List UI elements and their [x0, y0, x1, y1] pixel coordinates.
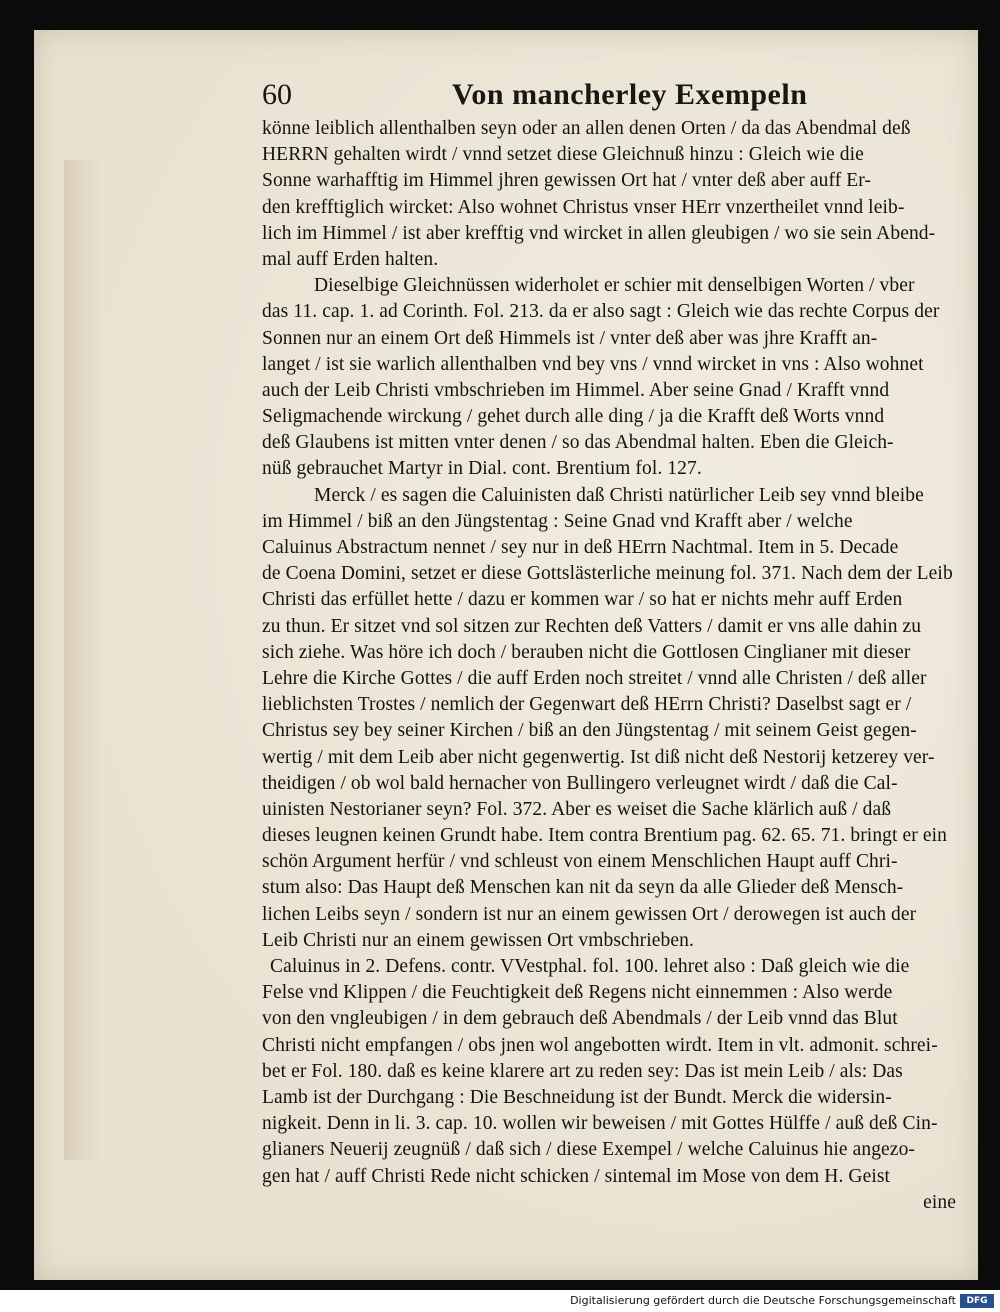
- footer-credit: Digitalisierung gefördert durch die Deutsche Forschungsgemeinschaft: [570, 1294, 956, 1307]
- text-line: von den vngleubigen / in dem gebrauch deß Abendmals / der Leib vnnd das Blut: [262, 1008, 898, 1030]
- text-line: das 11. cap. 1. ad Corinth. Fol. 213. da er also sagt : Gleich wie das rechte Corpus der: [262, 301, 940, 323]
- text-line: Christi nicht empfangen / obs jnen wol angebotten wirdt. Item in vlt. admonit. schrei-: [262, 1034, 938, 1056]
- text-line: deß Glaubens ist mitten vnter denen / so das Abendmal halten. Eben die Gleich-: [262, 432, 894, 454]
- text-line: schön Argument herfür / vnd schleust von einem Menschlichen Haupt auff Chri-: [262, 851, 898, 873]
- text-line: Merck / es sagen die Caluinisten daß Christi natürlicher Leib sey vnnd bleibe: [314, 484, 924, 506]
- text-line: Sonne warhafftig im Himmel jhren gewissen Ort hat / vnter deß aber auff Er-: [262, 170, 872, 192]
- text-line: lichen Leibs seyn / sondern ist nur an einem gewissen Ort / derowegen ist auch der: [262, 903, 917, 925]
- text-line: glianers Neuerij zeugnüß / daß sich / diese Exempel / welche Caluinus hie angezo-: [262, 1139, 916, 1161]
- text-line: Lamb ist der Durchgang : Die Beschneidung ist der Bundt. Merck die widersin-: [262, 1086, 892, 1108]
- text-line: sich ziehe. Was höre ich doch / berauben nicht die Gottlosen Cinglianer mit dieser: [262, 641, 911, 663]
- text-line: Sonnen nur an einem Ort deß Himmels ist / vnter deß aber was jhre Krafft an-: [262, 327, 878, 349]
- page-gutter-shadow: [64, 160, 104, 1160]
- text-line: lieblichsten Trostes / nemlich der Gegenwart deß HErrn Christi? Daselbst sagt er /: [262, 694, 912, 716]
- text-line: Caluinus in 2. Defens. contr. VVestphal. fol. 100. lehret also : Daß gleich wie die: [270, 956, 910, 977]
- text-line: zu thun. Er sitzet vnd sol sitzen zur Rechten deß Vatters / damit er vns alle dahin zu: [262, 615, 922, 637]
- text-line: Seligmachende wirckung / gehet durch alle ding / ja die Krafft deß Worts vnnd: [262, 406, 885, 428]
- text-line: bet er Fol. 180. daß es keine klarere art zu reden sey: Das ist mein Leib / als: Das: [262, 1060, 903, 1082]
- text-line: Lehre die Kirche Gottes / die auff Erden noch streitet / vnnd alle Christen / deß aller: [262, 667, 927, 689]
- text-line: Dieselbige Gleichnüssen widerholet er schier mit denselbigen Worten / vber: [314, 275, 915, 297]
- text-line: im Himmel / biß an den Jüngstentag : Seine Gnad vnd Krafft aber / welche: [262, 510, 853, 532]
- text-line: den krefftiglich wircket: Also wohnet Christus vnser HErr vnzertheilet vnnd leib-: [262, 196, 905, 218]
- body-text: [262, 116, 968, 1216]
- text-line: gen hat / auff Christi Rede nicht schicken / sintemal im Mose von dem H. Geist: [262, 1165, 891, 1187]
- text-line: Felse vnd Klippen / die Feuchtigkeit deß Regens nicht einnemmen : Also werde: [262, 982, 893, 1004]
- dfg-logo: DFG: [960, 1294, 994, 1308]
- running-title: Von mancherley Exempeln: [452, 78, 808, 111]
- text-line: HERRN gehalten wirdt / vnnd setzet diese Gleichnuß hinzu : Gleich wie die: [262, 144, 864, 166]
- catchword: eine: [923, 1191, 956, 1213]
- text-line: könne leiblich allenthalben seyn oder an allen denen Orten / da das Abendmal deß: [262, 118, 911, 139]
- text-line: Christus sey bey seiner Kirchen / biß an den Jüngstentag / mit seinem Geist gegen-: [262, 720, 917, 742]
- text-line: auch der Leib Christi vmbschrieben im Himmel. Aber seine Gnad / Krafft vnnd: [262, 379, 890, 401]
- text-line: Leib Christi nur an einem gewissen Ort vmbschrieben.: [262, 929, 694, 951]
- page-header: [262, 78, 982, 118]
- text-line: theidigen / ob wol bald hernacher von Bullingero verleugnet wirdt / daß die Cal-: [262, 772, 898, 794]
- text-line: wertig / mit dem Leib aber nicht gegenwertig. Ist diß nicht deß Nestorij ketzerey ver-: [262, 746, 935, 768]
- text-line: Caluinus Abstractum nennet / sey nur in deß HErrn Nachtmal. Item in 5. Decade: [262, 537, 899, 558]
- text-line: nigkeit. Denn in li. 3. cap. 10. wollen wir beweisen / mit Gottes Hülffe / auß deß Cin-: [262, 1113, 938, 1135]
- text-line: stum also: Das Haupt deß Menschen kan nit da seyn da alle Glieder deß Mensch-: [262, 877, 904, 899]
- text-line: dieses leugnen keinen Grundt habe. Item contra Brentium pag. 62. 65. 71. bringt er ein: [262, 825, 947, 847]
- text-line: langet / ist sie warlich allenthalben vnd bey vns / vnnd wircket in vns : Also wohnet: [262, 353, 924, 375]
- text-line: Christi das erfüllet hette / dazu er kommen war / so hat er nichts mehr auff Erden: [262, 589, 903, 611]
- footer-bar: [0, 1292, 1000, 1312]
- text-line: lich im Himmel / ist aber krefftig vnd wircket in allen gleubigen / wo sie sein Abend-: [262, 222, 936, 244]
- page-number: 60: [262, 78, 292, 111]
- text-line: uinisten Nestorianer seyn? Fol. 372. Aber es weiset die Sache klärlich auß / daß: [262, 798, 892, 820]
- text-line: mal auff Erden halten.: [262, 248, 439, 270]
- text-line: nüß gebrauchet Martyr in Dial. cont. Brentium fol. 127.: [262, 458, 702, 480]
- text-line: de Coena Domini, setzet er diese Gottslästerliche meinung fol. 371. Nach dem der Leib: [262, 563, 953, 585]
